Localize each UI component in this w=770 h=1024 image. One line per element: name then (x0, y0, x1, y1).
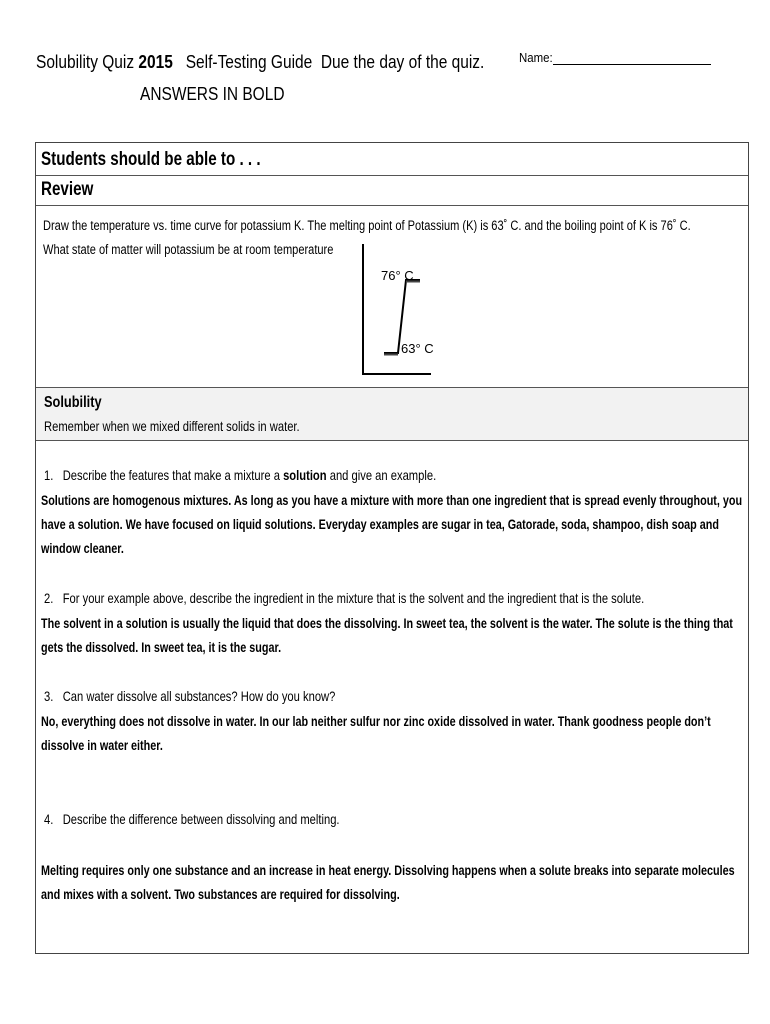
melting-point-label: 63° C (401, 341, 434, 356)
solubility-heading: Solubility (44, 394, 102, 411)
answer-4: Melting requires only one substance and an increase in heat energy. Dissolving happens when a solute breaks into separate molecules and mixes with a solvent. Two substances are required for dissolving. (41, 863, 735, 902)
question-number: 2. (44, 590, 54, 606)
question-2 (44, 590, 644, 606)
title-year: 2015 (138, 52, 173, 72)
question-number: 1. (44, 467, 54, 483)
solubility-note: Remember when we mixed different solids in water. (44, 418, 300, 434)
question-number: 4. (44, 811, 54, 827)
page-title (36, 52, 484, 73)
objectives-heading: Students should be able to . . . (41, 149, 261, 170)
question-text-end: and give an example. (326, 467, 437, 483)
question-4 (44, 811, 340, 827)
divider (36, 205, 748, 206)
title-prefix: Solubility Quiz (36, 52, 139, 72)
question-keyword: solution (283, 467, 327, 483)
name-label: Name: (519, 50, 553, 65)
solubility-section-header (36, 387, 748, 441)
title-suffix: Self-Testing Guide Due the day of the quiz. (172, 52, 485, 72)
question-text: Describe the features that make a mixture a (62, 467, 284, 483)
question-text: Describe the difference between dissolving and melting. (62, 811, 340, 827)
question-text: Can water dissolve all substances? How do you know? (62, 688, 336, 704)
divider (36, 175, 748, 176)
review-heading: Review (41, 179, 94, 200)
question-text: For your example above, describe the ingredient in the mixture that is the solvent and the ingredient that is the solute. (62, 590, 645, 606)
review-prompt: Draw the temperature vs. time curve for potassium K. The melting point of Potassium (K) is 63˚ C. and the boiling point of K is 76˚ C. What state of matter will potassium be at room temperature (43, 218, 691, 257)
answer-3: No, everything does not dissolve in water. In our lab neither sulfur nor zinc oxide dissolved in water. Thank goodness people don’t dissolve in water either. (41, 714, 711, 753)
question-1 (44, 467, 436, 483)
quiz-table (35, 142, 749, 954)
boiling-point-label: 76° C (381, 268, 414, 283)
page-subtitle: ANSWERS IN BOLD (140, 84, 285, 104)
question-number: 3. (44, 688, 54, 704)
name-field[interactable] (553, 64, 711, 65)
answer-1: Solutions are homogenous mixtures. As long as you have a mixture with more than one ingredient that is spread evenly throughout, you have a solution. We have focused on liquid solutions. Everyday examples are sugar in tea, Gatorade, soda, shampoo, dish soap and window cleaner. (41, 493, 743, 556)
question-3 (44, 688, 335, 704)
answer-2: The solvent in a solution is usually the liquid that does the dissolving. In sweet tea, the solvent is the water. The solute is the thing that gets the dissolved. In sweet tea, it is the sugar. (41, 616, 733, 655)
temperature-time-graph (356, 240, 476, 385)
